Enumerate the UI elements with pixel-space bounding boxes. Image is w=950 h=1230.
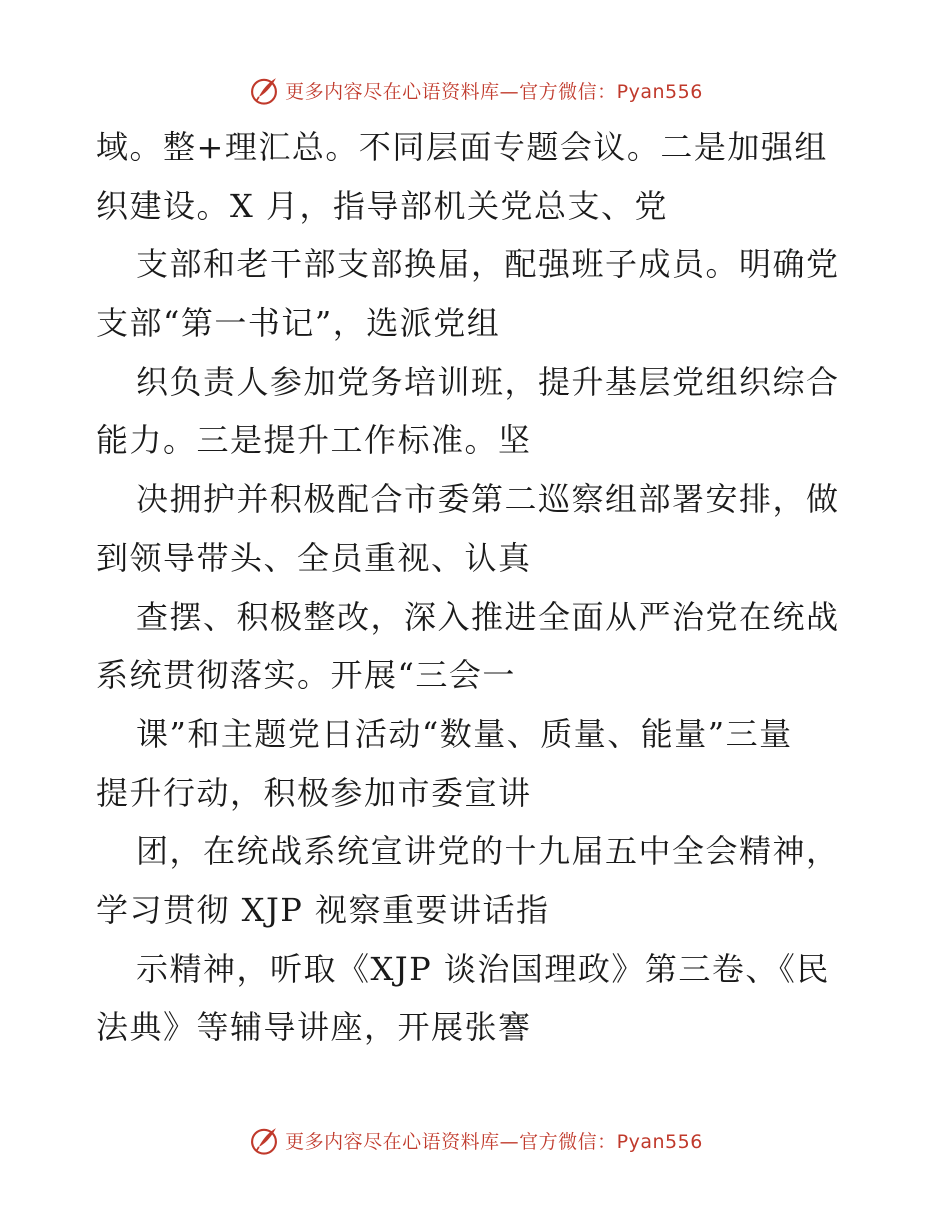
body-line: 查摆、积极整改，深入推进全面从严治党在统战 bbox=[136, 597, 840, 636]
body-line: 决拥护并积极配合市委第二巡察组部署安排，做 bbox=[136, 480, 840, 519]
quill-circle-logo-icon bbox=[247, 1123, 281, 1157]
footer-brand-text: 更多内容尽在心语资料库—官方微信：Pyan556 bbox=[285, 1130, 703, 1153]
body-line: 学习贯彻 XJP 视察重要讲话指 bbox=[96, 890, 550, 929]
body-line: 支部“第一书记”，选派党组 bbox=[96, 304, 501, 343]
body-line: 能力。三是提升工作标准。坚 bbox=[96, 421, 532, 460]
body-line: 到领导带头、全员重视、认真 bbox=[96, 538, 532, 577]
footer-watermark bbox=[0, 1120, 950, 1160]
body-line: 提升行动，积极参加市委宣讲 bbox=[96, 773, 532, 812]
document-body bbox=[96, 118, 866, 1057]
header-brand-text: 更多内容尽在心语资料库—官方微信：Pyan556 bbox=[285, 80, 703, 103]
body-line: 织负责人参加党务培训班，提升基层党组织综合 bbox=[136, 362, 840, 401]
body-line: 法典》等辅导讲座，开展张謇 bbox=[96, 1008, 532, 1047]
body-line: 团，在统战系统宣讲党的十九届五中全会精神， bbox=[136, 832, 840, 871]
body-line: 域。整+理汇总。不同层面专题会议。二是加强组 bbox=[96, 128, 828, 166]
body-line: 织建设。X 月，指导部机关党总支、党 bbox=[96, 186, 668, 225]
body-line: 系统贯彻落实。开展“三会一 bbox=[96, 656, 516, 695]
body-line: 课”和主题党日活动“数量、质量、能量”三量 bbox=[136, 714, 793, 753]
header-watermark bbox=[0, 70, 950, 110]
body-line: 支部和老干部支部换届，配强班子成员。明确党 bbox=[136, 245, 840, 284]
quill-circle-logo-icon bbox=[247, 73, 281, 107]
body-line: 示精神，听取《XJP 谈治国理政》第三卷、《民 bbox=[136, 949, 830, 988]
